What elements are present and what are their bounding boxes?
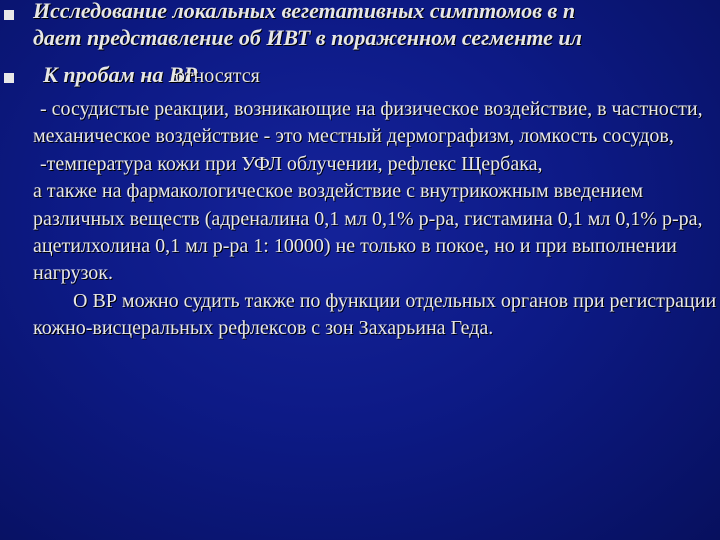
paragraph: -температура кожи при УФЛ облучении, рефлекс Щербака,	[40, 152, 543, 175]
paragraph: а также на фармакологическое воздействие с внутрикожным введением различных веществ (адреналина 0,1 мл 0,1% р-ра, гистамина 0,1 мл 0,1% р-ра, ацетилхолина 0,1 мл р-ра 1: 10000) не только в покое, но и при выполнении нагрузок.	[33, 180, 703, 285]
body-text	[33, 96, 717, 343]
paragraph: - сосудистые реакции, возникающие на физическое воздействие, в частности, механическое воздействие - это местный дермографизм, ломкость сосудов,	[33, 98, 703, 148]
bullet2-heading-text: К пробам на ВР	[43, 62, 198, 87]
bullet-square-icon	[4, 10, 14, 20]
bullet1-line2: дает представление об ИВТ в пораженном сегменте ил	[33, 25, 582, 50]
bullet2-tail: относятся	[175, 65, 260, 87]
bullet-square-icon	[4, 73, 14, 83]
bullet2-heading	[43, 61, 260, 90]
bullet1-line1: Исследование локальных вегетативных симптомов в п	[33, 0, 576, 23]
paragraph: О ВР можно судить также по функции отдельных органов при регистрации кожно-висцеральных рефлексов с зон Захарьина Геда.	[33, 289, 717, 340]
